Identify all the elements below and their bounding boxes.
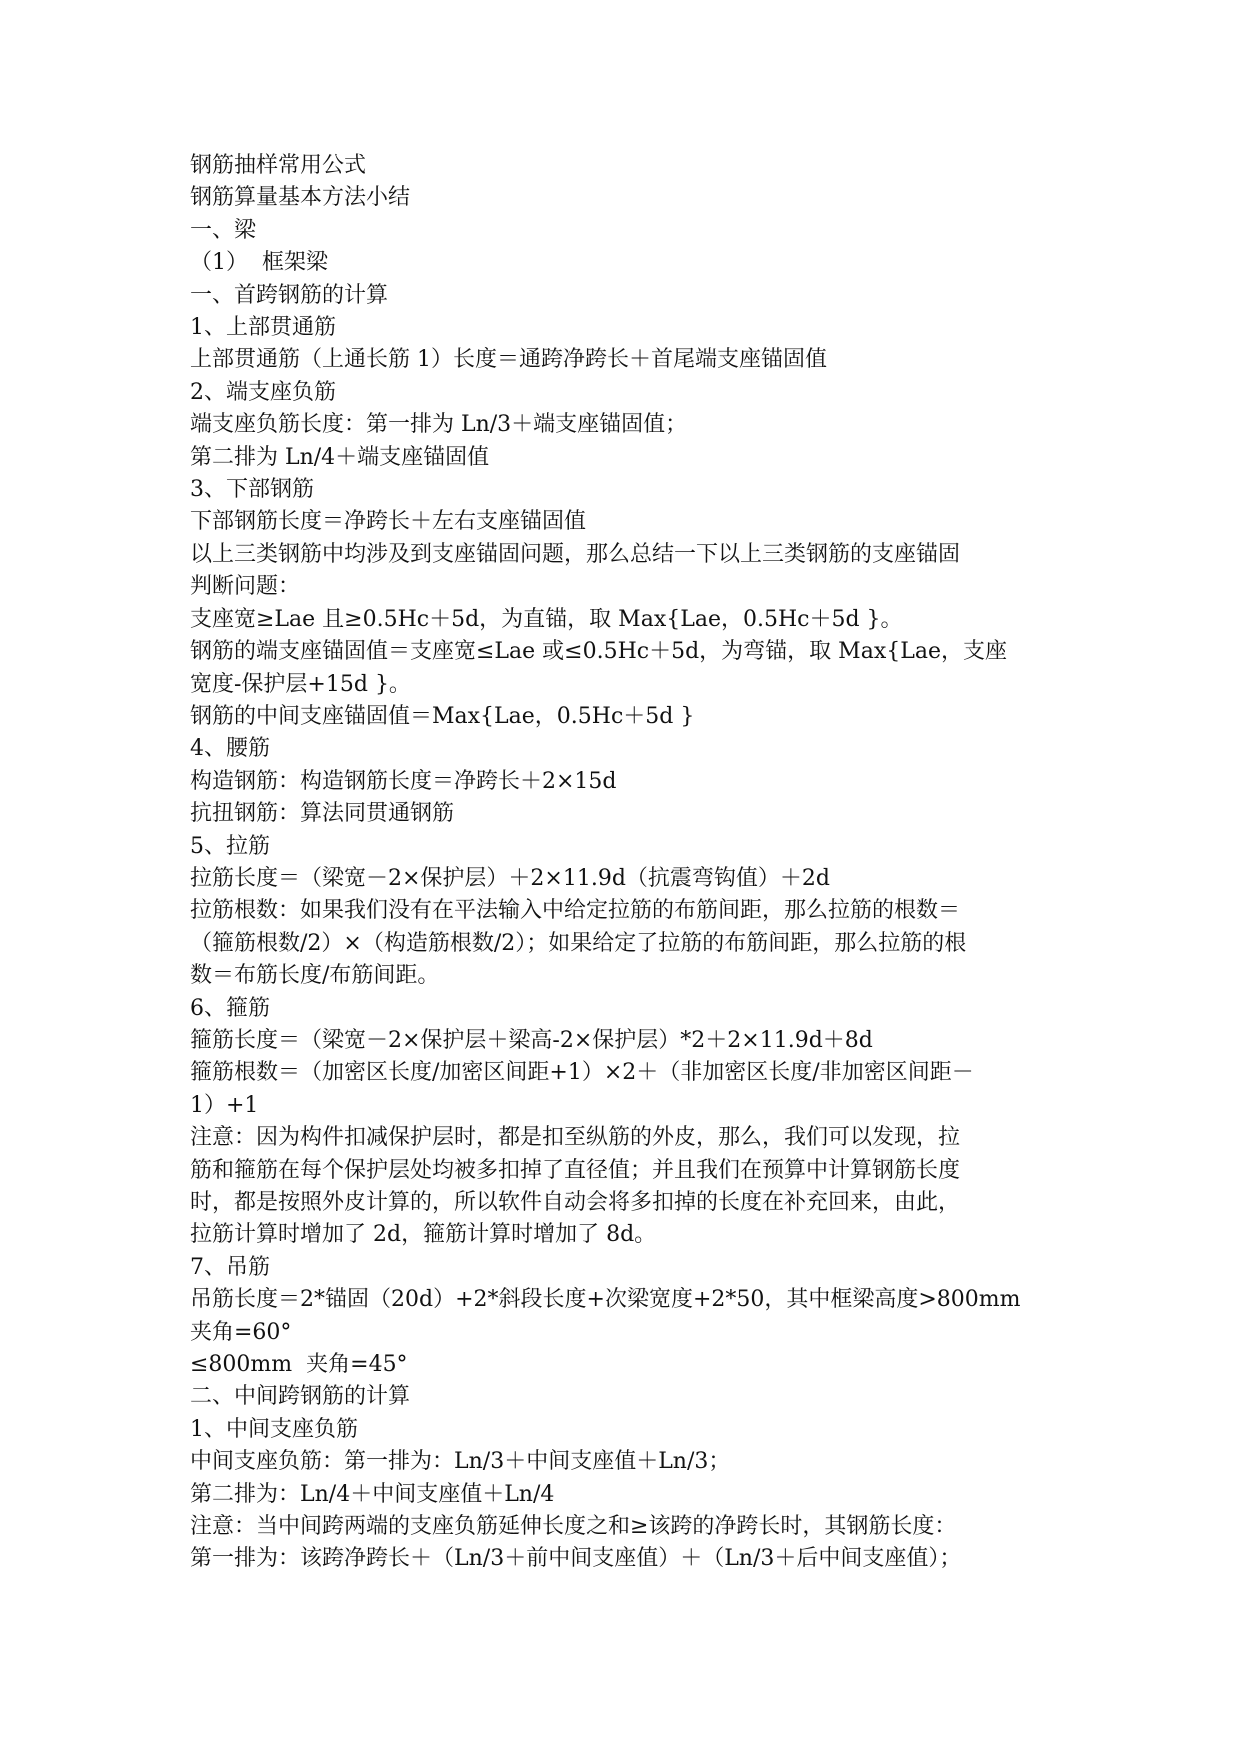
heading-top-through-bar: 1、上部贯通筋 bbox=[190, 315, 336, 341]
heading-tie-bar: 5、拉筋 bbox=[190, 833, 270, 859]
text-line: 支座宽≥Lae 且≥0.5Hc＋5d，为直锚，取 Max{Lae，0.5Hc＋5d }。 bbox=[190, 606, 903, 632]
text-line: 抗扭钢筋：算法同贯通钢筋 bbox=[190, 801, 455, 827]
text-line: 箍筋长度＝（梁宽－2×保护层＋梁高-2×保护层）*2＋2×11.9d＋8d bbox=[190, 1027, 873, 1053]
text-line: 宽度-保护层+15d }。 bbox=[190, 671, 411, 697]
heading-bottom-bar: 3、下部钢筋 bbox=[190, 477, 314, 503]
text-line: 钢筋的中间支座锚固值＝Max{Lae，0.5Hc＋5d } bbox=[190, 703, 695, 729]
text-line: 1）+1 bbox=[190, 1092, 259, 1118]
text-line: 第二排为 Ln/4＋端支座锚固值 bbox=[190, 444, 490, 470]
text-line: （箍筋根数/2）×（构造筋根数/2）；如果给定了拉筋的布筋间距，那么拉筋的根 bbox=[190, 930, 967, 956]
text-line: 钢筋的端支座锚固值＝支座宽≤Lae 或≤0.5Hc＋5d，为弯锚，取 Max{Lae，支座 bbox=[190, 639, 1007, 665]
text-line: 拉筋长度＝（梁宽－2×保护层）＋2×11.9d（抗震弯钩值）＋2d bbox=[190, 865, 831, 891]
document-title: 钢筋抽样常用公式 bbox=[190, 153, 367, 178]
document-subtitle: 钢筋算量基本方法小结 bbox=[190, 185, 411, 211]
section-heading-beam: 一、梁 bbox=[190, 217, 257, 243]
document-body bbox=[190, 150, 1066, 1576]
text-line: 构造钢筋：构造钢筋长度＝净跨长＋2×15d bbox=[190, 768, 617, 794]
heading-middle-support-negative-bar: 1、中间支座负筋 bbox=[190, 1416, 358, 1442]
text-line: 注意：因为构件扣减保护层时，都是扣至纵筋的外皮，那么，我们可以发现，拉 bbox=[190, 1125, 961, 1151]
text-line: 吊筋长度＝2*锚固（20d）+2*斜段长度+次梁宽度+2*50，其中框梁高度>800mm bbox=[190, 1287, 1021, 1313]
heading-waist-bar: 4、腰筋 bbox=[190, 736, 270, 762]
text-line: ≤800mm 夹角=45° bbox=[190, 1352, 408, 1378]
text-line: 以上三类钢筋中均涉及到支座锚固问题，那么总结一下以上三类钢筋的支座锚固 bbox=[190, 541, 961, 567]
text-line: 夹角=60° bbox=[190, 1319, 292, 1345]
heading-stirrup: 6、箍筋 bbox=[190, 995, 270, 1021]
text-line: 判断问题： bbox=[190, 574, 301, 600]
subsection-heading-frame-beam: （1） 框架梁 bbox=[190, 250, 328, 276]
text-line: 端支座负筋长度：第一排为 Ln/3＋端支座锚固值； bbox=[190, 412, 688, 438]
text-line: 中间支座负筋：第一排为：Ln/3＋中间支座值＋Ln/3； bbox=[190, 1449, 731, 1475]
heading-hanger-bar: 7、吊筋 bbox=[190, 1254, 270, 1280]
text-line: 筋和箍筋在每个保护层处均被多扣掉了直径值；并且我们在预算中计算钢筋长度 bbox=[190, 1157, 961, 1183]
text-line: 第二排为：Ln/4＋中间支座值＋Ln/4 bbox=[190, 1481, 555, 1507]
text-line: 拉筋计算时增加了 2d，箍筋计算时增加了 8d。 bbox=[190, 1222, 657, 1248]
text-line: 拉筋根数：如果我们没有在平法输入中给定拉筋的布筋间距，那么拉筋的根数＝ bbox=[190, 898, 961, 924]
text-line: 第一排为：该跨净跨长＋（Ln/3＋前中间支座值）＋（Ln/3＋后中间支座值）； bbox=[190, 1546, 962, 1572]
text-line: 上部贯通筋（上通长筋 1）长度＝通跨净跨长＋首尾端支座锚固值 bbox=[190, 347, 827, 373]
text-line: 箍筋根数＝（加密区长度/加密区间距+1）×2＋（非加密区长度/非加密区间距－ bbox=[190, 1060, 974, 1086]
text-line: 注意：当中间跨两端的支座负筋延伸长度之和≥该跨的净跨长时，其钢筋长度： bbox=[190, 1514, 957, 1540]
text-line: 时，都是按照外皮计算的，所以软件自动会将多扣掉的长度在补充回来，由此， bbox=[190, 1190, 961, 1215]
text-line: 下部钢筋长度＝净跨长＋左右支座锚固值 bbox=[190, 509, 587, 535]
heading-end-support-negative-bar: 2、端支座负筋 bbox=[190, 379, 336, 405]
heading-first-span: 一、首跨钢筋的计算 bbox=[190, 282, 389, 308]
heading-middle-span: 二、中间跨钢筋的计算 bbox=[190, 1384, 411, 1410]
text-line: 数＝布筋长度/布筋间距。 bbox=[190, 963, 440, 989]
